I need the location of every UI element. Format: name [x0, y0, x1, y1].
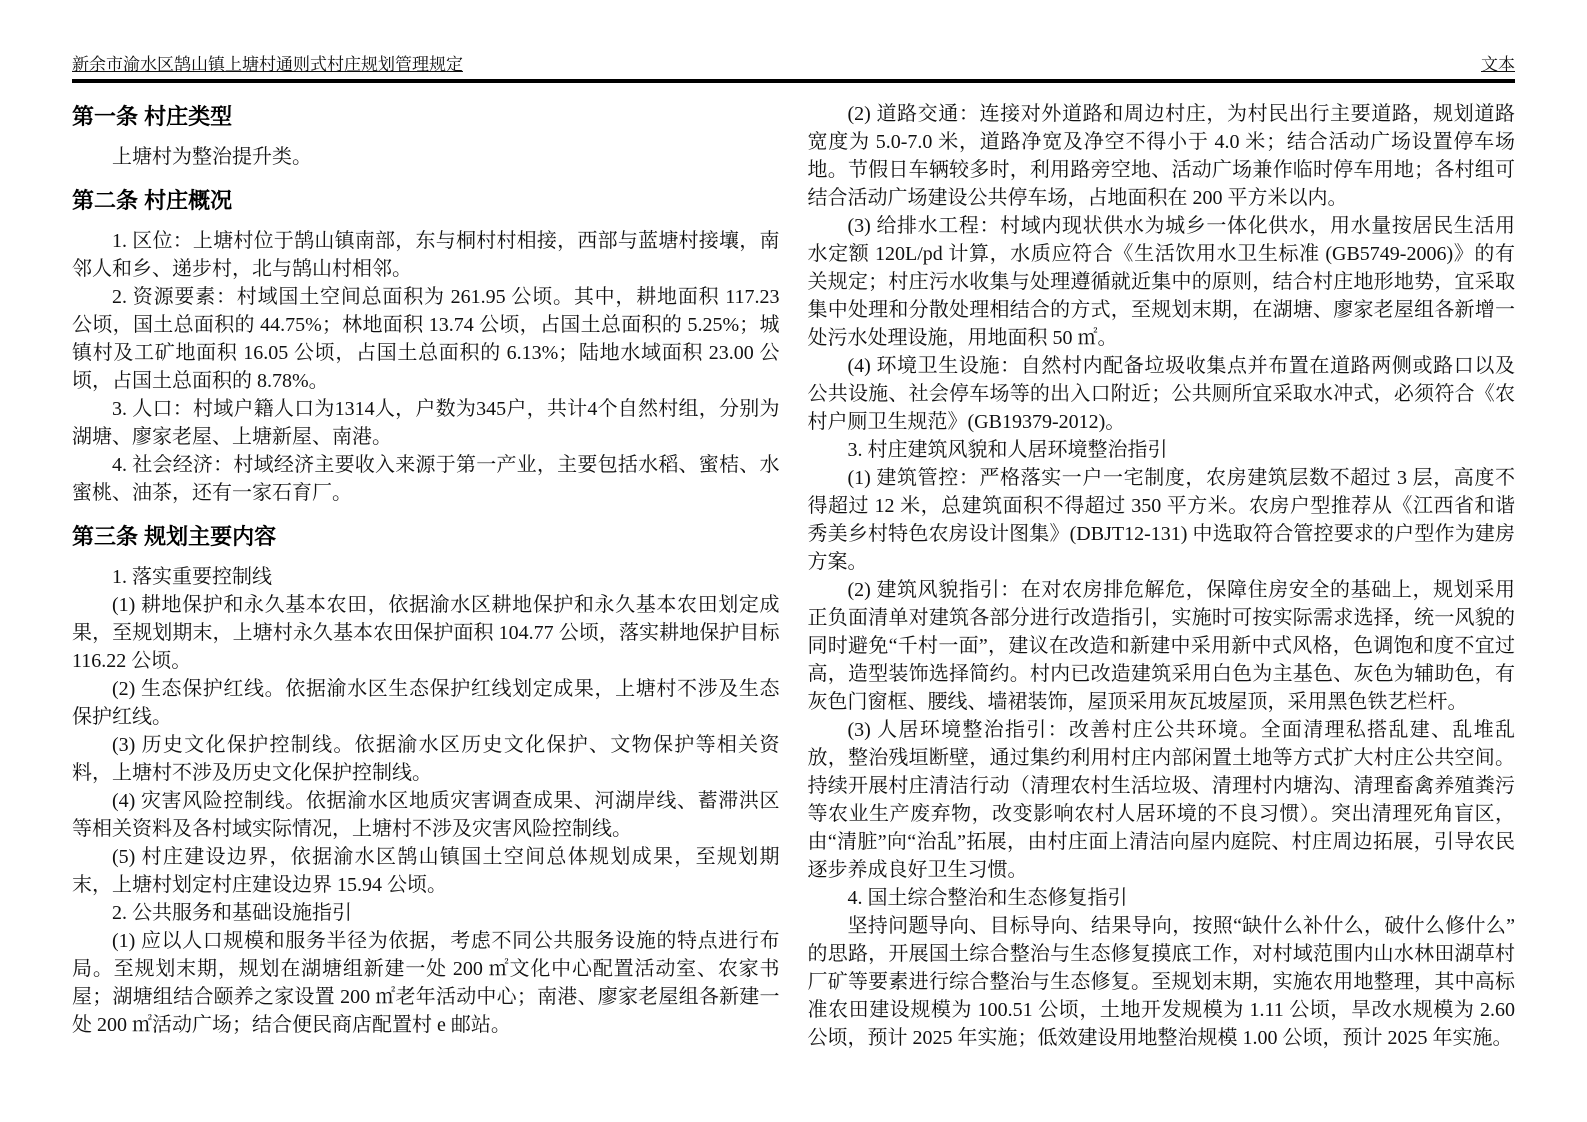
paragraph-construction-boundary: (5) 村庄建设边界，依据渝水区鹄山镇国土空间总体规划成果，至规划期末，上塘村划定村庄建设边界 15.94 公顷。 [72, 846, 780, 896]
page-header [72, 54, 1515, 83]
document-title: 新余市渝水区鹄山镇上塘村通则式村庄规划管理规定 [72, 55, 463, 74]
paragraph-land-remediation-detail: 坚持问题导向、目标导向、结果导向，按照“缺什么补什么，破什么修什么”的思路，开展国土综合整治与生态修复摸底工作，对村域范围内山水林田湖草村厂矿等要素进行综合整治与生态修复。至规划末期，实施农用地整理，其中高标准农田建设规模为 100.51 公顷，土地开发规模为 1.11 公顷，旱改水规模为 2.60 公顷，预计 2025 年实施；低效建设用地整治规模 1.00 公顷，预计 2025 年实施。 [807, 915, 1515, 1049]
left-column [72, 87, 780, 1052]
paragraph-control-lines-title: 1. 落实重要控制线 [112, 566, 272, 588]
paragraph-population: 3. 人口：村域户籍人口为1314人，户数为345户，共计4个自然村组，分别为湖塘、廖家老屋、上塘新屋、南港。 [72, 398, 780, 448]
document-body [72, 87, 1515, 1052]
paragraph-disaster-risk-line: (4) 灾害风险控制线。依据渝水区地质灾害调查成果、河湖岸线、蓄滞洪区等相关资料及各村域实际情况，上塘村不涉及灾害风险控制线。 [72, 790, 780, 840]
paragraph-land-remediation-title: 4. 国土综合整治和生态修复指引 [847, 887, 1128, 909]
paragraph-ecological-redline: (2) 生态保护红线。依据渝水区生态保护红线划定成果，上塘村不涉及生态保护红线。 [72, 678, 780, 728]
paragraph-water-supply-drainage: (3) 给排水工程：村域内现状供水为城乡一体化供水，用水量按居民生活用水定额 120L/pd 计算，水质应符合《生活饮用水卫生标准 (GB5749-2006)》的有关规定；村庄污水收集与处理遵循就近集中的原则，结合村庄地形地势，宜采取集中处理和分散处理相结合的方式，至规划末期，在湖塘、廖家老屋组各新增一处污水处理设施，用地面积 50 ㎡。 [807, 215, 1515, 349]
paragraph-public-service-layout: (1) 应以人口规模和服务半径为依据，考虑不同公共服务设施的特点进行布局。至规划末期，规划在湖塘组新建一处 200 ㎡文化中心配置活动室、农家书屋；湖塘组结合颐养之家设置 200 ㎡老年活动中心；南港、廖家老屋组各新建一处 200 ㎡活动广场；结合便民商店配置村 e 邮站。 [72, 930, 780, 1036]
paragraph-road-traffic: (2) 道路交通：连接对外道路和周边村庄，为村民出行主要道路，规划道路宽度为 5.0-7.0 米，道路净宽及净空不得小于 4.0 米；结合活动广场设置停车场地。节假日车辆较多时，利用路旁空地、活动广场兼作临时停车用地；各村组可结合活动广场建设公共停车场，占地面积在 200 平方米以内。 [807, 103, 1515, 209]
section-heading-planning-content: 第三条 规划主要内容 [72, 524, 277, 549]
paragraph-building-style-title: 3. 村庄建筑风貌和人居环境整治指引 [847, 439, 1168, 461]
paragraph-building-style-guide: (2) 建筑风貌指引：在对农房排危解危，保障住房安全的基础上，规划采用正负面清单对建筑各部分进行改造指引，实施时可按实际需求选择，统一风貌的同时避免“千村一面”，建议在改造和新建中采用新中式风格，色调饱和度不宜过高，造型装饰选择简约。村内已改造建筑采用白色为主基色、灰色为辅助色，有灰色门窗框、腰线、墙裙装饰，屋顶采用灰瓦坡屋顶，采用黑色铁艺栏杆。 [807, 579, 1515, 713]
paragraph-farmland-protection: (1) 耕地保护和永久基本农田，依据渝水区耕地保护和永久基本农田划定成果，至规划期末，上塘村永久基本农田保护面积 104.77 公顷，落实耕地保护目标 116.22 公顷。 [72, 594, 780, 672]
paragraph-living-environment: (3) 人居环境整治指引：改善村庄公共环境。全面清理私搭乱建、乱堆乱放，整治残垣断壁，通过集约利用村庄内部闲置土地等方式扩大村庄公共空间。持续开展村庄清洁行动（清理农村生活垃圾、清理村内塘沟、清理畜禽养殖粪污等农业生产废弃物，改变影响农村人居环境的不良习惯）。突出清理死角盲区，由“清脏”向“治乱”拓展，由村庄面上清洁向屋内庭院、村庄周边拓展，引导农民逐步养成良好卫生习惯。 [807, 719, 1515, 881]
paragraph-historic-culture-line: (3) 历史文化保护控制线。依据渝水区历史文化保护、文物保护等相关资料，上塘村不涉及历史文化保护控制线。 [72, 734, 780, 784]
paragraph-building-control: (1) 建筑管控：严格落实一户一宅制度，农房建筑层数不超过 3 层，高度不得超过 12 米，总建筑面积不得超过 350 平方米。农房户型推荐从《江西省和谐秀美乡村特色农房设计图集》(DBJT12-131) 中选取符合管控要求的户型作为建房方案。 [807, 467, 1515, 573]
section-heading-village-overview: 第二条 村庄概况 [72, 188, 233, 213]
right-column [808, 87, 1516, 1052]
paragraph-social-economy: 4. 社会经济：村域经济主要收入来源于第一产业，主要包括水稻、蜜桔、水蜜桃、油茶，还有一家石育厂。 [72, 454, 780, 504]
header-page-label: 文本 [1481, 55, 1515, 74]
section-heading-village-type: 第一条 村庄类型 [72, 104, 233, 129]
paragraph-public-service-title: 2. 公共服务和基础设施指引 [112, 902, 352, 924]
paragraph-location: 1. 区位：上塘村位于鹄山镇南部，东与桐村村相接，西部与蓝塘村接壤，南邻人和乡、递步村，北与鹄山村相邻。 [72, 230, 780, 280]
paragraph-village-type: 上塘村为整治提升类。 [112, 146, 312, 168]
paragraph-resources: 2. 资源要素：村域国土空间总面积为 261.95 公顷。其中，耕地面积 117.23 公顷，国土总面积的 44.75%；林地面积 13.74 公顷，占国土总面积的 5.25%；城镇村及工矿地面积 16.05 公顷，占国土总面积的 6.13%；陆地水域面积 23.00 公顷，占国土总面积的 8.78%。 [72, 286, 780, 392]
paragraph-environmental-sanitation: (4) 环境卫生设施：自然村内配备垃圾收集点并布置在道路两侧或路口以及公共设施、社会停车场等的出入口附近；公共厕所宜采取水冲式，必须符合《农村户厕卫生规范》(GB19379-2012)。 [807, 355, 1515, 433]
